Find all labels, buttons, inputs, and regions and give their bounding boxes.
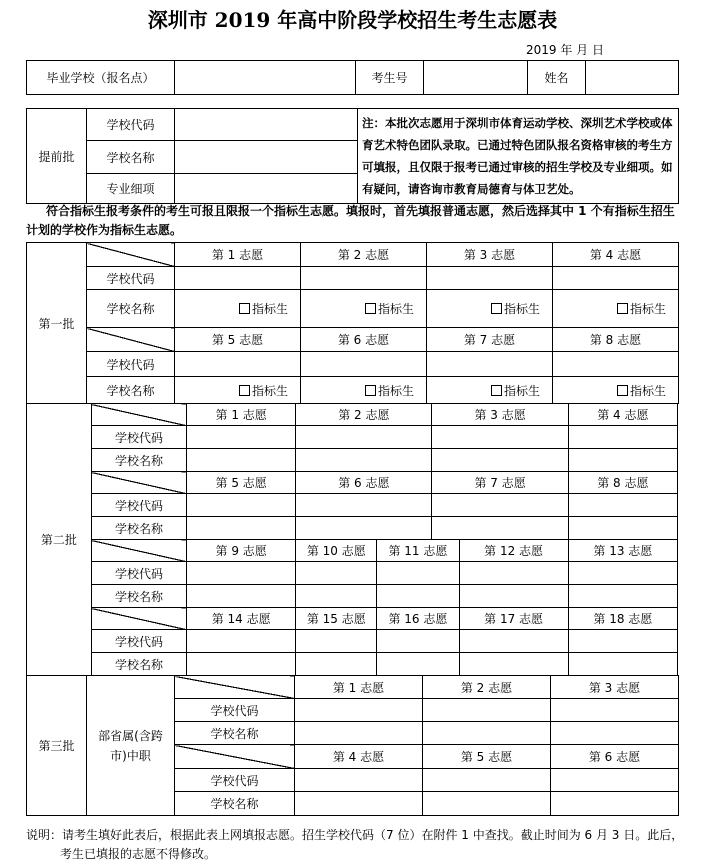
- code-input[interactable]: [432, 494, 568, 517]
- batch3-table: [26, 675, 679, 816]
- code-input[interactable]: [296, 630, 377, 653]
- code-input[interactable]: [301, 352, 427, 377]
- name-label: 学校名称: [87, 290, 175, 328]
- code-input[interactable]: [459, 562, 568, 585]
- name-input[interactable]: [551, 722, 679, 745]
- batch3-label: 第三批: [27, 676, 87, 816]
- school-label: 毕业学校（报名点）: [27, 61, 175, 95]
- quota-label: 指标生: [503, 383, 540, 398]
- name-label: 学校名称: [91, 517, 186, 540]
- code-label: 学校代码: [91, 630, 186, 653]
- choice-header: 第 17 志愿: [459, 608, 568, 630]
- name-input-quota[interactable]: [427, 377, 553, 404]
- name-input[interactable]: [568, 449, 677, 472]
- name-input[interactable]: [187, 653, 296, 676]
- name-input[interactable]: [187, 449, 296, 472]
- name-input[interactable]: [296, 653, 377, 676]
- name-input[interactable]: [551, 792, 679, 816]
- diagonal-header: [91, 472, 186, 494]
- code-input[interactable]: [187, 426, 296, 449]
- name-input[interactable]: [296, 585, 377, 608]
- choice-header: 第 2 志愿: [423, 676, 551, 699]
- name-input[interactable]: [568, 653, 677, 676]
- choice-header: 第 10 志愿: [296, 540, 377, 562]
- choice-header: 第 4 志愿: [568, 404, 677, 426]
- choice-header: 第 11 志愿: [377, 540, 459, 562]
- quota-checkbox[interactable]: [491, 303, 502, 314]
- code-label: 学校代码: [91, 562, 186, 585]
- choice-header: 第 6 志愿: [551, 745, 679, 769]
- name-input-quota[interactable]: [301, 377, 427, 404]
- code-input[interactable]: [296, 426, 432, 449]
- school-input[interactable]: [175, 61, 356, 95]
- code-input[interactable]: [377, 630, 459, 653]
- choice-header: 第 2 志愿: [301, 243, 427, 267]
- choice-header: 第 6 志愿: [301, 328, 427, 352]
- code-input[interactable]: [459, 630, 568, 653]
- name-input-quota[interactable]: [427, 290, 553, 328]
- choice-header: 第 7 志愿: [427, 328, 553, 352]
- early-note: 注：本批次志愿用于深圳市体育运动学校、深圳艺术学校或体育艺术特色团队录取。已通过特色团队报名资格审核的考生方可填报，且仅限于报考已通过审核的招生学校及专业细项。如有疑问，请咨询市教育局德育与体卫艺处。: [358, 109, 679, 204]
- code-input[interactable]: [423, 769, 551, 792]
- name-input[interactable]: [377, 585, 459, 608]
- name-label: 学校名称: [175, 722, 295, 745]
- name-input-quota[interactable]: [301, 290, 427, 328]
- code-label: 学校代码: [175, 769, 295, 792]
- code-input[interactable]: [551, 769, 679, 792]
- name-input[interactable]: [568, 517, 677, 540]
- choice-header: 第 5 志愿: [423, 745, 551, 769]
- name-input[interactable]: [568, 585, 677, 608]
- choice-header: 第 13 志愿: [568, 540, 677, 562]
- code-input[interactable]: [187, 630, 296, 653]
- code-input[interactable]: [553, 352, 679, 377]
- quota-checkbox[interactable]: [239, 385, 250, 396]
- code-input[interactable]: [427, 267, 553, 290]
- choice-header: 第 1 志愿: [175, 243, 301, 267]
- diagonal-header: [175, 745, 295, 769]
- batch3-sub-label: 部省属(含跨市)中职: [87, 676, 175, 816]
- name-label: 学校名称: [87, 377, 175, 404]
- footer-note: [26, 826, 686, 864]
- name-input[interactable]: [187, 517, 296, 540]
- choice-header: 第 1 志愿: [295, 676, 423, 699]
- name-input-quota[interactable]: [175, 377, 301, 404]
- choice-header: 第 12 志愿: [459, 540, 568, 562]
- name-input-quota[interactable]: [175, 290, 301, 328]
- footer-line-2: 考生已填报的志愿不得修改。: [60, 847, 217, 861]
- quota-label: 指标生: [629, 302, 666, 316]
- page-title: 深圳市 2019 年高中阶段学校招生考生志愿表: [147, 8, 558, 32]
- code-input[interactable]: [187, 562, 296, 585]
- choice-header: 第 3 志愿: [432, 404, 568, 426]
- choice-header: 第 4 志愿: [553, 243, 679, 267]
- name-input[interactable]: [377, 653, 459, 676]
- early-batch-label: 提前批: [27, 109, 87, 204]
- name-input[interactable]: [423, 722, 551, 745]
- choice-header: 第 5 志愿: [187, 472, 296, 494]
- name-input[interactable]: [296, 449, 432, 472]
- code-input[interactable]: [568, 494, 677, 517]
- choice-header: 第 8 志愿: [553, 328, 679, 352]
- choice-header: 第 3 志愿: [551, 676, 679, 699]
- exam-no-label: 考生号: [356, 61, 424, 95]
- name-input[interactable]: [459, 585, 568, 608]
- choice-header: 第 14 志愿: [187, 608, 296, 630]
- code-input[interactable]: [175, 267, 301, 290]
- name-input-quota[interactable]: [553, 290, 679, 328]
- code-input[interactable]: [568, 426, 677, 449]
- choice-header: 第 9 志愿: [187, 540, 296, 562]
- footer-line-1: 说明：请考生填好此表后，根据此表上网填报志愿。招生学校代码（7 位）在附件 1 中查找。截止时间为 6 月 3 日。此后，: [26, 828, 684, 842]
- name-label: 姓名: [528, 61, 586, 95]
- name-label: 学校名称: [175, 792, 295, 816]
- choice-header: 第 15 志愿: [296, 608, 377, 630]
- code-label: 学校代码: [175, 699, 295, 722]
- choice-header: 第 5 志愿: [175, 328, 301, 352]
- quota-checkbox[interactable]: [239, 303, 250, 314]
- name-label: 学校名称: [91, 653, 186, 676]
- code-input[interactable]: [423, 699, 551, 722]
- name-label: 学校名称: [91, 449, 186, 472]
- instruction-text: 符合指标生报考条件的考生可报且限报一个指标生志愿。填报时，首先填报普通志愿，然后选择其中 1 个有指标生招生计划的学校作为指标生志愿。: [26, 204, 675, 237]
- name-input[interactable]: [187, 585, 296, 608]
- early-batch-table: [26, 108, 679, 204]
- choice-header: 第 7 志愿: [432, 472, 568, 494]
- quota-label: 指标生: [251, 383, 288, 398]
- quota-label: 指标生: [503, 302, 540, 316]
- name-input[interactable]: [296, 517, 432, 540]
- early-code-input[interactable]: [175, 109, 358, 141]
- early-name-input[interactable]: [175, 141, 358, 173]
- quota-checkbox[interactable]: [365, 385, 376, 396]
- name-input[interactable]: [295, 792, 423, 816]
- code-label: 学校代码: [87, 352, 175, 377]
- early-name-label: 学校名称: [87, 141, 175, 173]
- diagonal-header: [91, 540, 186, 562]
- code-input[interactable]: [295, 769, 423, 792]
- diagonal-header: [87, 328, 175, 352]
- code-input[interactable]: [187, 494, 296, 517]
- name-input[interactable]: [423, 792, 551, 816]
- choice-header: 第 3 志愿: [427, 243, 553, 267]
- code-input[interactable]: [568, 562, 677, 585]
- batch2-table: [26, 403, 678, 676]
- batch1-label: 第一批: [27, 243, 87, 404]
- quota-label: 指标生: [377, 302, 414, 316]
- code-input[interactable]: [296, 494, 432, 517]
- date-line: 2019 年 月 日: [526, 43, 604, 57]
- quota-checkbox[interactable]: [365, 303, 376, 314]
- batch2-label: 第二批: [27, 404, 92, 676]
- code-input[interactable]: [377, 562, 459, 585]
- diagonal-header: [87, 243, 175, 267]
- quota-label: 指标生: [251, 302, 288, 316]
- quota-label: 指标生: [629, 383, 666, 398]
- code-label: 学校代码: [91, 494, 186, 517]
- code-input[interactable]: [295, 699, 423, 722]
- choice-header: 第 2 志愿: [296, 404, 432, 426]
- choice-header: 第 8 志愿: [568, 472, 677, 494]
- code-input[interactable]: [568, 630, 677, 653]
- choice-header: 第 6 志愿: [296, 472, 432, 494]
- name-input[interactable]: [295, 722, 423, 745]
- name-input[interactable]: [432, 517, 568, 540]
- diagonal-header: [91, 404, 186, 426]
- name-input[interactable]: [459, 653, 568, 676]
- exam-no-input[interactable]: [424, 61, 528, 95]
- code-label: 学校代码: [87, 267, 175, 290]
- quota-label: 指标生: [377, 383, 414, 398]
- choice-header: 第 1 志愿: [187, 404, 296, 426]
- code-input[interactable]: [175, 352, 301, 377]
- choice-header: 第 4 志愿: [295, 745, 423, 769]
- info-table: [26, 60, 679, 95]
- quota-checkbox[interactable]: [491, 385, 502, 396]
- diagonal-header: [175, 676, 295, 699]
- early-major-input[interactable]: [175, 173, 358, 203]
- code-input[interactable]: [551, 699, 679, 722]
- name-input[interactable]: [586, 61, 679, 95]
- choice-header: 第 16 志愿: [377, 608, 459, 630]
- name-label: 学校名称: [91, 585, 186, 608]
- batch1-table: [26, 242, 679, 404]
- code-label: 学校代码: [91, 426, 186, 449]
- choice-header: 第 18 志愿: [568, 608, 677, 630]
- early-major-label: 专业细项: [87, 173, 175, 203]
- code-input[interactable]: [432, 426, 568, 449]
- quota-checkbox[interactable]: [617, 303, 628, 314]
- diagonal-header: [91, 608, 186, 630]
- code-input[interactable]: [301, 267, 427, 290]
- code-input[interactable]: [427, 352, 553, 377]
- code-input[interactable]: [553, 267, 679, 290]
- quota-checkbox[interactable]: [617, 385, 628, 396]
- name-input-quota[interactable]: [553, 377, 679, 404]
- name-input[interactable]: [432, 449, 568, 472]
- code-input[interactable]: [296, 562, 377, 585]
- early-code-label: 学校代码: [87, 109, 175, 141]
